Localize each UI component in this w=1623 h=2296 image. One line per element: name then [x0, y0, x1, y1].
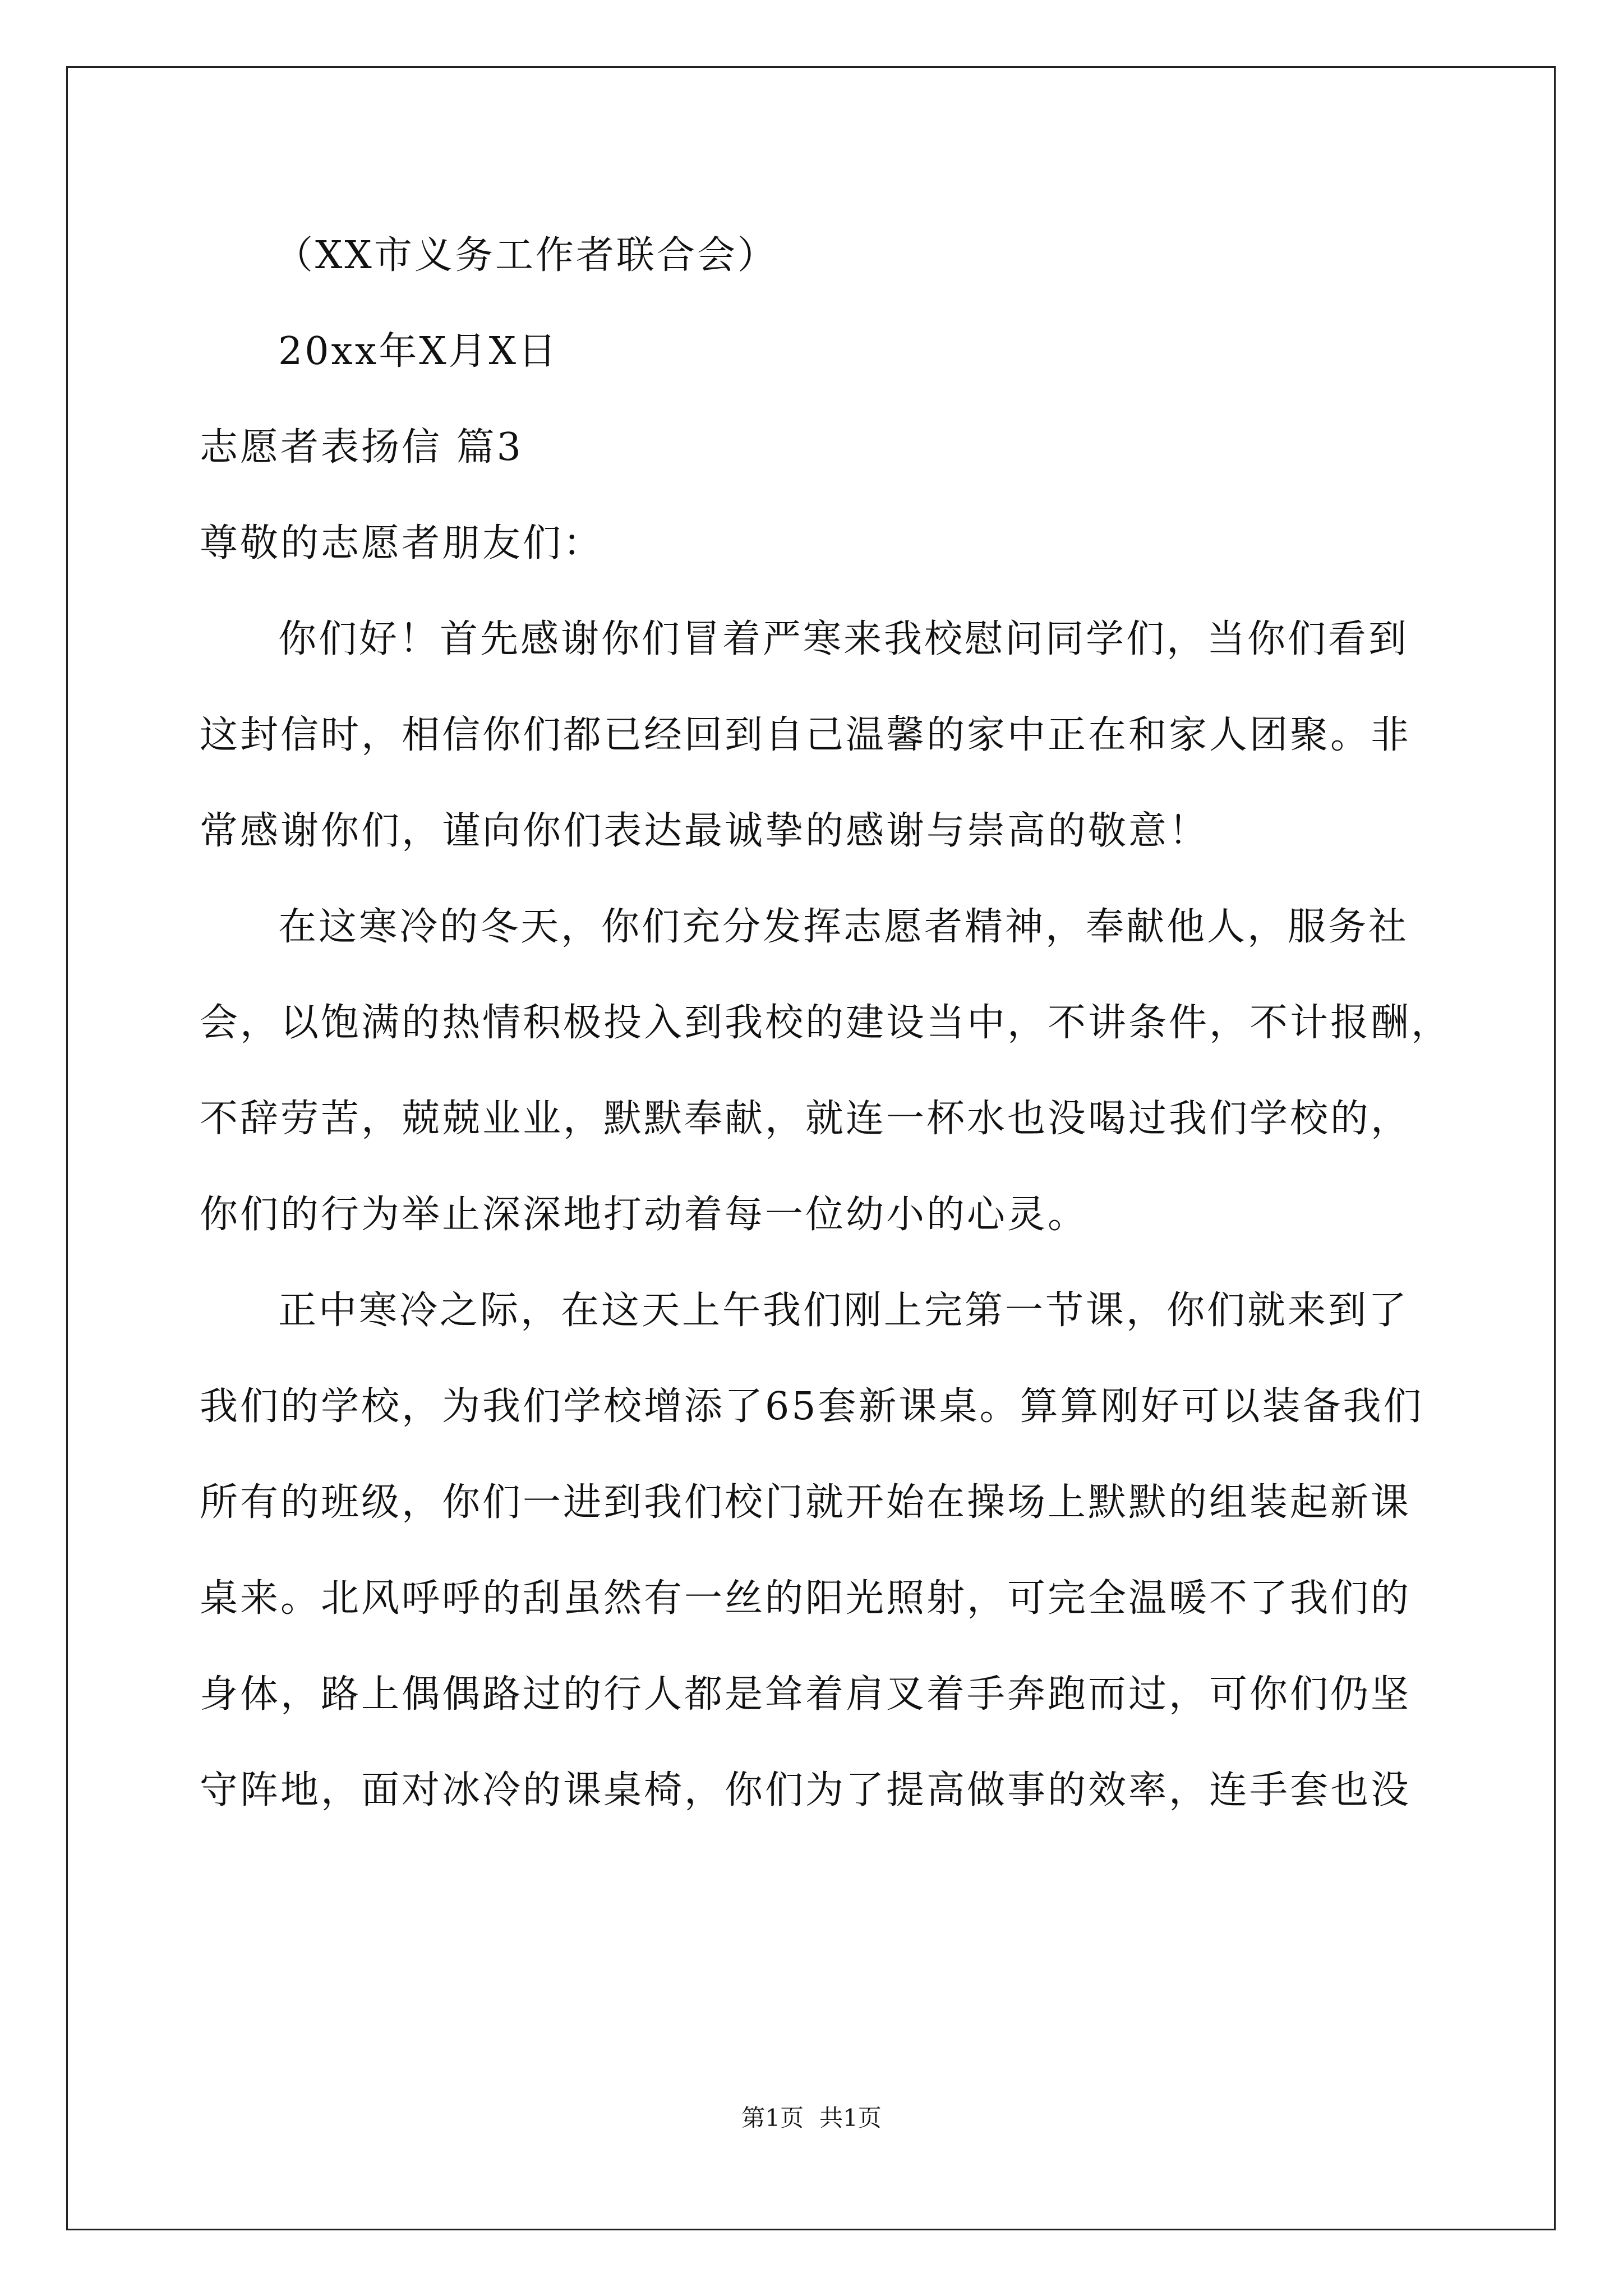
paragraph-line: 桌来。北风呼呼的刮虽然有一丝的阳光照射，可完全温暖不了我们的: [200, 1576, 1412, 1621]
page-footer: [0, 2102, 1623, 2134]
paragraph-line: 在这寒冷的冬天，你们充分发挥志愿者精神，奉献他人，服务社: [278, 905, 1409, 949]
document-body: [200, 208, 1452, 1838]
paragraph-line: 我们的学校，为我们学校增添了65套新课桌。算算刚好可以装备我们: [200, 1384, 1424, 1429]
paragraph-line: 你们的行为举止深深地打动着每一位幼小的心灵。: [200, 1193, 1089, 1237]
paragraph-line: 守阵地，面对冰冷的课桌椅，你们为了提高做事的效率，连手套也没: [200, 1768, 1412, 1812]
page-total: 共1页: [819, 2104, 882, 2132]
signature-organization: （XX市义务工作者联合会）: [275, 233, 778, 278]
paragraph-line: 身体，路上偶偶路过的行人都是耸着肩叉着手奔跑而过，可你们仍坚: [200, 1672, 1412, 1717]
salutation: 尊敬的志愿者朋友们：: [200, 521, 604, 565]
paragraph-line: 不辞劳苦，兢兢业业，默默奉献，就连一杯水也没喝过我们学校的，: [200, 1097, 1412, 1141]
page-number: 第1页: [741, 2104, 804, 2132]
paragraph-line: 会，以饱满的热情积极投入到我校的建设当中，不讲条件，不计报酬，: [200, 1001, 1452, 1045]
letter-title: 志愿者表扬信 篇3: [200, 425, 523, 470]
paragraph-line: 所有的班级，你们一进到我们校门就开始在操场上默默的组装起新课: [200, 1480, 1412, 1525]
paragraph-line: 这封信时，相信你们都已经回到自己温馨的家中正在和家人团聚。非: [200, 713, 1412, 757]
paragraph-line: 你们好！首先感谢你们冒着严寒来我校慰问同学们，当你们看到: [278, 617, 1409, 661]
paragraph-line: 常感谢你们，谨向你们表达最诚挚的感谢与崇高的敬意！: [200, 809, 1210, 853]
paragraph-line: 正中寒冷之际，在这天上午我们刚上完第一节课，你们就来到了: [278, 1289, 1409, 1333]
signature-date: 20xx年X月X日: [278, 329, 559, 374]
